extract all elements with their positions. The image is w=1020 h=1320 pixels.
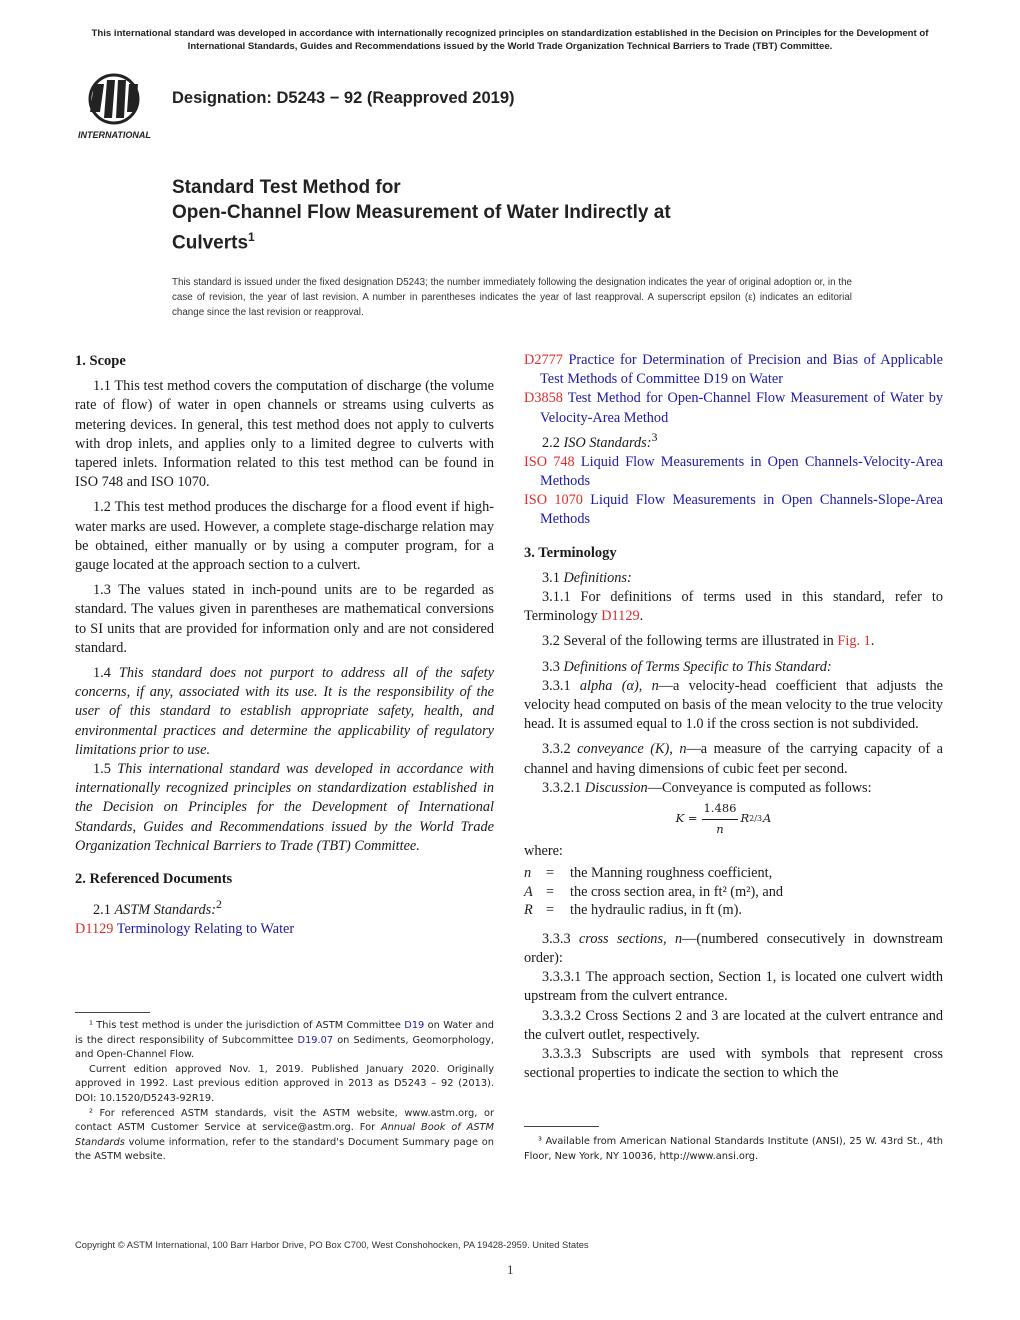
ref-iso748[interactable]: [524, 453, 943, 491]
para-3-3: 3.3 Definitions of Terms Specific to This Standard:: [542, 658, 832, 675]
right-footnotes: [524, 1126, 943, 1164]
para-1-3: 1.3 The values stated in inch-pound units are to be regarded as standard. The values given in parentheses are mathematical conversions to SI units that are provided for information only and are not considered standard.: [75, 582, 494, 656]
conveyance-equation: [504, 798, 943, 840]
footnote-rule: [524, 1126, 599, 1127]
ref-title-d3858[interactable]: Test Method for Open-Channel Flow Measurement of Water by Velocity-Area Method: [540, 390, 943, 426]
ref-iso1070[interactable]: [524, 491, 943, 529]
eq-lhs: K =: [675, 811, 698, 826]
link-fig-1[interactable]: Fig. 1: [837, 633, 871, 650]
para-1-1: 1.1 This test method covers the computation of discharge (the volume rate of flow) of water in open channels or streams using culverts as metering devices. In general, this test method does not apply to culverts with drop inlets, and applies only to a limited degree to culverts with tapered inlets. Information related to this test method can be found in ISO 748 and ISO 1070.: [75, 378, 494, 491]
var-symbol: A: [524, 883, 533, 900]
ref-code-d1129[interactable]: D1129: [75, 921, 114, 938]
para-3-3-3-2: 3.3.3.2 Cross Sections 2 and 3 are located at the culvert entrance and the culvert outlet, respectively.: [524, 1007, 943, 1043]
ref-title-iso748[interactable]: Liquid Flow Measurements in Open Channels-Velocity-Area Methods: [540, 453, 943, 489]
link-d19[interactable]: D19: [404, 1020, 425, 1031]
para-1-4: 1.4 This standard does not purport to address all of the safety concerns, if any, associated with its use. It is the responsibility of the user of this standard to establish appropriate safety, health, and environmental practices and determine the applicability of regulatory limitations prior to use.: [75, 665, 494, 758]
var-symbol: R: [524, 902, 533, 919]
eq-denominator: n: [716, 821, 724, 836]
para-3-1-1: 3.1.1 For definitions of terms used in this standard, refer to Terminology D1129.: [524, 589, 943, 625]
para-3-3-3-3: 3.3.3.3 Subscripts are used with symbols that represent cross sectional properties to indicate the section to which the: [524, 1045, 943, 1082]
ref-d2777[interactable]: [524, 351, 943, 389]
left-column: [75, 352, 494, 939]
para-2-2: 2.2 ISO Standards:$^3$: [542, 429, 658, 451]
para-2-1: 2.1 ASTM Standards:$^2$: [93, 897, 222, 919]
left-footnotes: [75, 1012, 494, 1165]
ref-code-iso1070[interactable]: ISO 1070: [524, 492, 583, 509]
standards-notice: This international standard was developed in accordance with internationally recognized principles on standardization established in the Decision on Principles for the Development of International Standards, Guides and Recommendations issued by the World Trade Organization Technical Barriers to Trade (TBT) Committee.: [91, 28, 929, 52]
footnote-1-edition: Current edition approved Nov. 1, 2019. Published January 2020. Originally approved in 1992. Last previous edition approved in 2013 as D5243 – 92 (2013). DOI: 10.1520/D5243-92R19.: [75, 1063, 494, 1104]
title-line-2: Open-Channel Flow Measurement of Water Indirectly at: [172, 202, 671, 223]
para-3-2: 3.2 Several of the following terms are illustrated in Fig. 1.: [542, 633, 875, 650]
issued-note: This standard is issued under the fixed designation D5243; the number immediately following the designation indicates the year of original adoption or, in the case of revision, the year of last revision. A number in parentheses indicates the year of last reapproval. A superscript epsilon (ε) indicates an editorial change since the last revision or reapproval.: [172, 277, 852, 318]
eq-a: A: [763, 811, 772, 826]
where-label: where:: [524, 843, 563, 860]
eq-fraction: [702, 799, 739, 838]
para-3-3-3-1: 3.3.3.1 The approach section, Section 1, is located one culvert width upstream from the culvert entrance.: [524, 969, 943, 1005]
section-refdocs-heading: 2. Referenced Documents: [75, 871, 233, 888]
page-number: 1: [507, 1262, 514, 1277]
astm-logo: [74, 72, 164, 142]
footnote-rule: [75, 1012, 150, 1013]
var-symbol: n: [524, 865, 532, 882]
para-3-3-3: 3.3.3 cross sections, n—(numbered consecutively in downstream order):: [524, 930, 943, 966]
para-3-1: 3.1 Definitions:: [542, 569, 632, 586]
eq-numerator: 1.486: [702, 799, 739, 819]
para-3-3-1: 3.3.1 alpha (α), n—a velocity-head coefficient that adjusts the velocity head computed on basis of the mean velocity to the true velocity head. It is assumed equal to 1.0 if the cross section is not subdivided.: [524, 677, 944, 733]
footnote-3: ³ Available from American National Standards Institute (ANSI), 25 W. 43rd St., 4th Floor, New York, NY 10036, http://www.ansi.org.: [524, 1136, 943, 1162]
link-d19-07[interactable]: D19.07: [297, 1034, 334, 1046]
section-scope-heading: 1. Scope: [75, 353, 126, 369]
var-desc: the cross section area, in ft² (m²), and: [570, 883, 784, 900]
right-column: [524, 351, 943, 1083]
para-1-5: 1.5 This international standard was developed in accordance with internationally recognized principles on standardization established in the Decision on Principles for the Development of International Standards, Guides and Recommendations issued by the World Trade Organization Technical Barriers to Trade (TBT) Committee.: [75, 761, 494, 854]
para-3-3-2-1: 3.3.2.1 Discussion—Conveyance is computed as follows:: [542, 779, 872, 796]
var-desc: the Manning roughness coefficient,: [570, 865, 773, 882]
eq-r: R: [740, 811, 750, 826]
link-d1129[interactable]: D1129: [601, 608, 640, 625]
var-desc: the hydraulic radius, in ft (m).: [570, 902, 742, 919]
footnote-ref-1[interactable]: 1: [248, 230, 255, 244]
ref-d1129[interactable]: [75, 920, 494, 939]
logo-text: INTERNATIONAL: [78, 130, 151, 140]
section-terminology-heading: 3. Terminology: [524, 544, 617, 561]
copyright-notice: Copyright © ASTM International, 100 Barr Harbor Drive, PO Box C700, West Conshohocken, PA 19428-2959. United States: [75, 1239, 589, 1250]
title-line-1: Standard Test Method for: [172, 177, 401, 198]
para-1-2: 1.2 This test method produces the discharge for a flood event if high-water marks are used. However, a complete stage-discharge relation may be obtained, either manually or by using a computer program, for a gauge located at the approach section to a culvert.: [75, 499, 494, 574]
ref-title-d2777[interactable]: Practice for Determination of Precision and Bias of Applicable Test Methods of Committee D19 on Water: [540, 352, 943, 388]
para-3-3-2: 3.3.2 conveyance (K), n—a measure of the carrying capacity of a channel and having dimensions of cubic feet per second.: [524, 741, 943, 777]
variable-list: n = the Manning roughness coefficient, A = the cross section area, in ft² (m²), and R = the hydraulic radius, in ft (m).: [524, 864, 943, 920]
footnote-1: ¹ This test method is under the jurisdiction of ASTM Committee D19 on Water and is the direct responsibility of Subcommittee D19.07 on Sediments, Geomorphology, and Open-Channel Flow.: [75, 1020, 494, 1061]
eq-exponent: 2/3: [749, 814, 763, 824]
document-title: [172, 175, 671, 255]
ref-code-iso748[interactable]: ISO 748: [524, 453, 575, 470]
ref-d3858[interactable]: [524, 389, 943, 427]
title-line-3: Culverts$^1$: [172, 230, 255, 254]
footnote-2: ² For referenced ASTM standards, visit the ASTM website, www.astm.org, or contact ASTM Customer Service at service@astm.org. For Annual Book of ASTM Standards volume information, refer to the standard's Document Summary page on the ASTM website.: [75, 1107, 494, 1163]
ref-title-d1129[interactable]: Terminology Relating to Water: [116, 921, 295, 938]
ref-code-d3858[interactable]: D3858: [524, 390, 563, 407]
designation: Designation: D5243 − 92 (Reapproved 2019): [172, 89, 515, 107]
ref-title-iso1070[interactable]: Liquid Flow Measurements in Open Channels-Slope-Area Methods: [540, 492, 943, 528]
ref-code-d2777[interactable]: D2777: [524, 352, 563, 368]
